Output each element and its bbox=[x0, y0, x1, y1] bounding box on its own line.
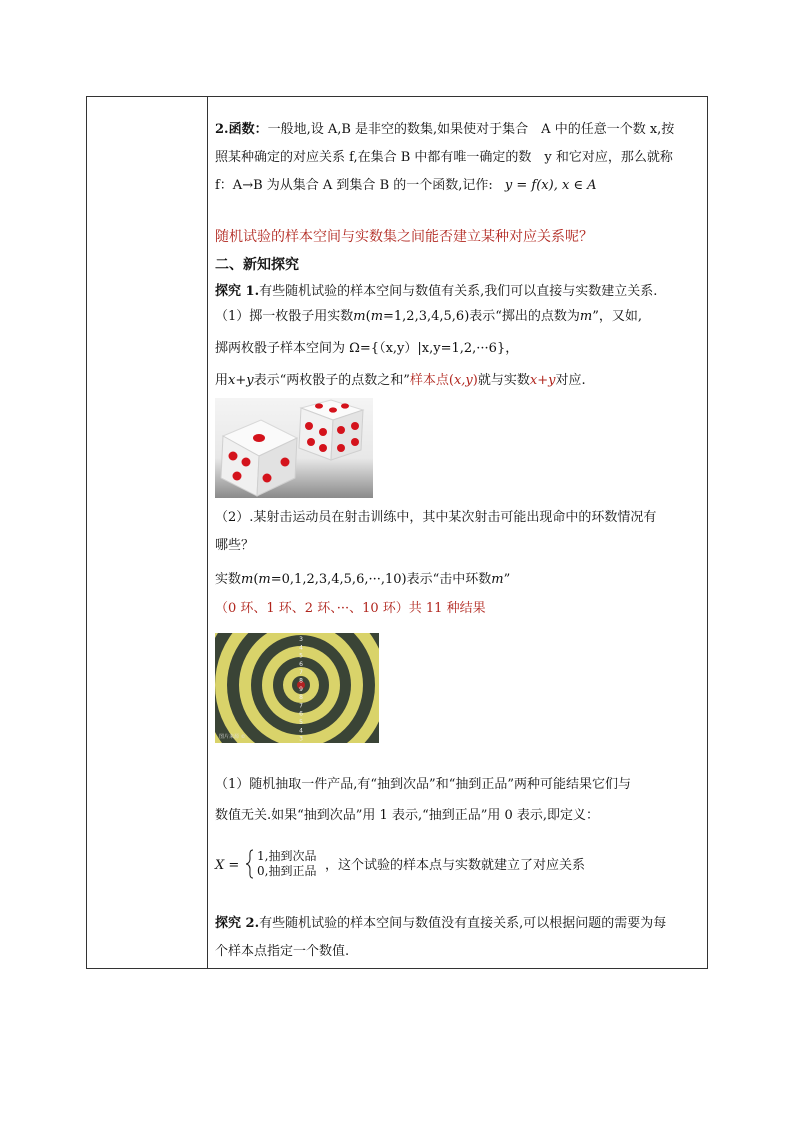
brace-icon bbox=[245, 849, 255, 879]
text: ) bbox=[472, 373, 478, 388]
target-image bbox=[215, 633, 379, 743]
dice-illustration bbox=[215, 398, 373, 498]
content-cell bbox=[215, 97, 697, 968]
text: （1）随机抽取一件产品,有“抽到次品”和“抽到正品”两种可能结果它们与 bbox=[215, 777, 631, 792]
var-m: m bbox=[579, 309, 593, 324]
function-heading: 2.函数： bbox=[215, 122, 268, 137]
explore1-shooting-real-number bbox=[215, 571, 510, 589]
text: ( bbox=[365, 309, 371, 324]
target-ring-number: 4 bbox=[299, 644, 303, 652]
function-formula: y = f(x), x ∈ A bbox=[504, 178, 597, 193]
section-title bbox=[215, 256, 299, 274]
text: =0,1,2,3,4,5,6,···,10)表示“击中环数 bbox=[270, 572, 492, 587]
var-xy: x,y bbox=[453, 373, 473, 388]
var-sum: x+y bbox=[529, 373, 556, 388]
lesson-table bbox=[86, 96, 708, 969]
target-ring-number: 4 bbox=[299, 727, 303, 735]
text: f：A→B 为从集合 A 到集合 B 的一个函数,记作: bbox=[215, 178, 493, 193]
target-ring-number: 6 bbox=[299, 710, 303, 718]
var-m: m bbox=[258, 572, 271, 587]
target-ring-number: 7 bbox=[299, 702, 303, 710]
explore1-shooting-line2 bbox=[215, 537, 254, 555]
image-watermark: 图片来源 © bbox=[219, 734, 246, 740]
explore2-line2 bbox=[215, 943, 349, 961]
target-ring-number: 5 bbox=[299, 719, 303, 726]
text: 二、新知探究 bbox=[215, 257, 299, 273]
target-ring-number: 8 bbox=[299, 677, 303, 685]
column-divider bbox=[207, 97, 208, 968]
target-ring-number: 8 bbox=[299, 694, 303, 702]
text: 哪些？ bbox=[215, 538, 255, 553]
case-defective bbox=[257, 850, 316, 863]
target-ring-number: 7 bbox=[299, 669, 303, 677]
function-definition-line3 bbox=[215, 177, 597, 195]
text: （0 环、1 环、2 环、···、10 环）共 11 种结果 bbox=[215, 601, 486, 616]
text: =1,2,3,4,5,6)表示“掷出的点数为 bbox=[383, 309, 580, 324]
random-variable-label bbox=[215, 857, 239, 875]
text: ( bbox=[253, 572, 259, 587]
explore1-sample-space bbox=[215, 340, 518, 358]
text: 样本点( bbox=[409, 373, 454, 388]
explore1-dice-line bbox=[215, 308, 642, 326]
explore1-heading: 探究 1. bbox=[215, 284, 260, 299]
product-line2 bbox=[215, 807, 599, 825]
text: ” bbox=[503, 572, 511, 587]
text: 对应. bbox=[555, 373, 586, 388]
var-xy: x+y bbox=[228, 373, 254, 388]
var-m: m bbox=[241, 572, 254, 587]
var-m: m bbox=[491, 572, 504, 587]
text: 实数 bbox=[215, 572, 242, 587]
text: 有些随机试验的样本空间与数值有关系,我们可以直接与实数建立关系. bbox=[259, 284, 658, 299]
text: 个样本点指定一个数值. bbox=[215, 944, 350, 959]
text: （1）掷一枚骰子用实数 bbox=[215, 309, 354, 324]
explore1-shooting-line1 bbox=[215, 509, 656, 527]
text: 用 bbox=[215, 373, 229, 388]
explore2-heading: 探究 2. bbox=[215, 916, 260, 931]
dice-image bbox=[215, 398, 373, 498]
product-line1 bbox=[215, 776, 631, 794]
explore1-intro bbox=[215, 283, 657, 301]
function-definition-line1 bbox=[215, 121, 674, 139]
text: （2）.某射击运动员在射击训练中，其中某次射击可能出现命中的环数情况有 bbox=[215, 510, 657, 525]
function-definition-line2 bbox=[215, 149, 673, 167]
text: 就与实数 bbox=[477, 373, 530, 388]
shooting-results-text bbox=[215, 600, 486, 618]
text: 掷两枚骰子样本空间为 Ω={（x,y）|x,y=1,2,···6}， bbox=[215, 341, 519, 356]
text: 数值无关.如果“抽到次品”用 1 表示,“抽到正品”用 0 表示,即定义： bbox=[215, 808, 600, 823]
mapping-conclusion bbox=[325, 857, 585, 875]
text: 1,抽到次品 bbox=[257, 849, 317, 863]
var-m: m bbox=[353, 309, 366, 324]
text: ，这个试验的样本点与实数就建立了对应关系 bbox=[325, 858, 586, 873]
text: 一般地,设 A,B 是非空的数集,如果使对于集合 A 中的任意一个数 x,按 bbox=[267, 122, 675, 137]
question-text bbox=[215, 228, 593, 246]
target-illustration bbox=[215, 633, 379, 743]
target-ring-number: 3 bbox=[299, 636, 303, 643]
target-ring-number: 6 bbox=[299, 660, 303, 668]
target-ring-number: 5 bbox=[299, 652, 303, 660]
text: 0,抽到正品 bbox=[257, 864, 317, 878]
text: 随机试验的样本空间与实数集之间能否建立某种对应关系呢？ bbox=[215, 229, 593, 245]
target-ring-number: 3 bbox=[299, 735, 303, 743]
case-good bbox=[257, 865, 316, 878]
text: 照某种确定的对应关系 f,在集合 B 中都有唯一确定的数 y 和它对应，那么就称 bbox=[215, 150, 673, 165]
text: ”，又如, bbox=[592, 309, 643, 324]
explore2-line1 bbox=[215, 915, 666, 933]
var-m: m bbox=[370, 309, 384, 324]
text: 表示“两枚骰子的点数之和” bbox=[253, 373, 410, 388]
explore1-sum-line bbox=[215, 372, 586, 390]
target-ring-number: 9 bbox=[299, 685, 303, 693]
text: X = bbox=[215, 858, 240, 873]
text: 有些随机试验的样本空间与数值没有直接关系,可以根据问题的需要为每 bbox=[259, 916, 667, 931]
